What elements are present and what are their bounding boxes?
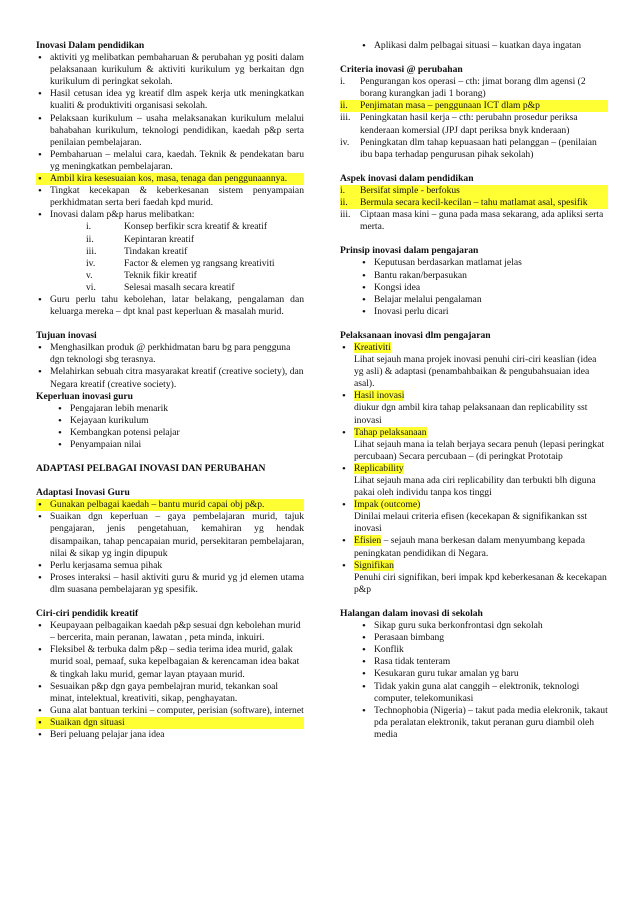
list-item: i. Konsep berfikir scra kreatif & kreatif [86, 221, 268, 233]
list-inovasi-pendidikan [36, 52, 304, 221]
list-item: • Efisien – sejauh mana berkesan dalam menyumbang kepada peningkatan pendidikan di Negara. [340, 535, 608, 559]
list-item: • Inovasi dalam p&p harus melibatkan: [36, 209, 304, 221]
list-item: • Fleksibel & terbuka dalm p&p – sedia terima idea murid, galak murid soal, pemaaf, suka kepelbagaian & kerencaman idea bakat & tingkah laku murid, gemar layan ptayaan murid. [36, 644, 304, 680]
list-item: • Tahap pelaksanaan [340, 427, 608, 439]
list-item: • Hasil inovasi [340, 390, 608, 402]
list-item: i. Pengurangan kos operasi – cth: jimat borang dlm agensi (2 borang kurangkan jadi 1 borang) [340, 76, 586, 100]
list-item: • Kreativiti [340, 342, 608, 354]
list-item: • Perlu kerjasama semua pihak [36, 560, 304, 572]
list-item: • Suaikan dgn keperluan – gaya pembelajaran murid, tajuk pengajaran, jenis pengetahuan, kemahiran yg hendak disampaikan, tahap pencapaian murid, persekitaran pembelajaran, nilai & sikap yg ingin dipupuk [36, 511, 304, 559]
list-criteria-inovasi [340, 76, 608, 161]
list-item: • Ambil kira kesesuaian kos, masa, tenaga dan penggunaannya. [36, 173, 304, 185]
list-item-detail: Lihat sejauh mana projek inovasi penuhi ciri-ciri keaslian (idea yg asli) & adaptasi (penambahbaikan & pengubahsuaian idea asal). [354, 354, 597, 390]
list-item: • Konflik [360, 644, 608, 656]
heading-criteria-inovasi: Criteria inovasi @ perubahan [340, 64, 463, 76]
list-ciri-pendidik-kreatif [36, 620, 304, 741]
list-pelaksanaan-inovasi [340, 342, 608, 596]
list-adaptasi-inovasi-guru [36, 499, 304, 596]
list-item: iv. Factor & elemen yg rangsang kreativiti [86, 257, 275, 269]
list-item: • Guru perlu tahu kebolehan, latar belakang, pengalaman dan keluarga mereka – dpt knal past keperluan & masalah murid. [36, 294, 304, 318]
list-keperluan-inovasi-guru [36, 403, 304, 451]
list-item: iii. Tindakan kreatif [86, 245, 188, 257]
list-item: • Pengajaran lebih menarik [56, 403, 304, 415]
list-item: i. Bersifat simple - berfokus [340, 185, 608, 197]
list-item: • Perasaan bimbang [360, 632, 608, 644]
list-item: ii. Penjimatan masa – penggunaan ICT dlam p&p [340, 100, 608, 112]
heading-halangan-inovasi: Halangan dalam inovasi di sekolah [340, 607, 483, 619]
list-item: • Inovasi perlu dicari [360, 306, 608, 318]
heading-inovasi-dalam-pendidikan: Inovasi Dalam pendidikan [36, 40, 145, 51]
list-item: • Guna alat bantuan terkini – computer, perisian (software), internet [36, 705, 304, 717]
list-item: • Proses interaksi – hasil aktiviti guru & murid yg jd elemen utama dlm suasana pembelajaran yg spesifik. [36, 572, 304, 596]
list-item: • Keupayaan pelbagaikan kaedah p&p sesuai dgn kebolehan murid – bercerita, main peranan, lawatan , peta minda, inkuiri. [36, 620, 304, 644]
list-item: • Tingkat kecekapan & keberkesanan sistem penyampaian perkhidmatan serta beri faedah kpd murid. [36, 185, 304, 209]
list-continued [340, 40, 608, 52]
list-item: • Impak (outcome) [340, 499, 608, 511]
list-item: • Pelaksaan kurikulum – usaha melaksanakan kurikulum melalui bahabahan kurikulum, teknologi pendidikan, kaedah p&p serta penilaian pembelajaran. [36, 113, 304, 149]
list-item: • Rasa tidak tenteram [360, 656, 608, 668]
list-item: • Belajar melalui pengalaman [360, 294, 608, 306]
list-item: • Sesuaikan p&p dgn gaya pembelajran murid, tekankan soal minat, intelektual, kreativiti, sikap, penghayatan. [36, 681, 304, 705]
list-item: • Penyampaian nilai [56, 439, 304, 451]
list-item: • Sikap guru suka berkonfrontasi dgn sekolah [360, 620, 608, 632]
list-item: • Technophobia (Nigeria) – takut pada media elekronik, takaut pda peralatan elektronik, takut peranan guru diambil oleh media [360, 705, 608, 741]
heading-prinsip-inovasi: Prinsip inovasi dalam pengajaran [340, 245, 479, 257]
list-inovasi-pendidikan-cont [36, 294, 304, 318]
list-item: ii. Bermula secara kecil-kecilan – tahu matlamat asal, spesifik [340, 197, 608, 209]
list-aspek-inovasi [340, 185, 608, 233]
left-column [36, 40, 304, 741]
list-item: • Pembaharuan – melalui cara, kaedah. Teknik & pendekatan baru yg meningkatkan pembelajaran. [36, 149, 304, 173]
list-item-detail: Penuhi ciri signifikan, beri impak kpd keberkesanan & kecekapan p&p [354, 571, 607, 595]
list-item: • Replicability [340, 463, 608, 475]
roman-list-inovasi-pp [36, 221, 304, 294]
list-item-detail: Dinilai melaui criteria efisen (kecekapan & signifikankan sst inovasi [354, 511, 588, 535]
right-column [340, 40, 608, 741]
list-item: iii. Ciptaan masa kini – guna pada masa sekarang, ada apliksi serta merta. [340, 209, 604, 233]
list-item-detail: diukur dgn ambil kira tahap pelaksanaan dan replicability sst inovasi [354, 402, 588, 426]
list-item: • Hasil cetusan idea yg kreatif dlm aspek kerja utk meningkatkan kualiti & produktiviti organisasi sekolah. [36, 88, 304, 112]
list-item: • Menghasilkan produk @ perkhidmatan baru bg para pengguna dgn teknologi sbg terasnya. [36, 342, 304, 366]
list-item-detail: Lihat sejauh mana ada ciri replicability dan terbukti blh diguna pakai oleh individu tanpa kos tinggi [354, 475, 596, 499]
heading-adaptasi-inovasi-guru: Adaptasi Inovasi Guru [36, 487, 130, 499]
list-item: • Suaikan dgn situasi [36, 717, 304, 729]
list-item: • Kembangkan potensi pelajar [56, 427, 304, 439]
list-item: • Kejayaan kurikulum [56, 415, 304, 427]
heading-aspek-inovasi: Aspek inovasi dalam pendidikan [340, 172, 474, 184]
list-item: • Bantu rakan/berpasukan [360, 270, 608, 282]
list-item: iv. Peningkatan dlm tahap kepuasaan hati pelanggan – (penilaian ibu bapa terhadap pengurusan pihak sekolah) [340, 136, 597, 160]
heading-keperluan-inovasi-guru: Keperluan inovasi guru [36, 390, 134, 402]
list-prinsip-inovasi [340, 257, 608, 317]
list-tujuan-inovasi [36, 342, 304, 390]
list-item: • Kongsi idea [360, 282, 608, 294]
list-halangan-inovasi [340, 620, 608, 741]
heading-tujuan-inovasi: Tujuan inovasi [36, 330, 97, 342]
list-item: • Gunakan pelbagai kaedah – bantu murid capai obj p&p. [36, 499, 304, 511]
list-item: • Signifikan [340, 560, 608, 572]
list-item: • Tidak yakin guna alat canggih – elektronik, teknologi computer, telekomunikasi [360, 681, 608, 705]
list-item: • Aplikasi dalm pelbagai situasi – kuatkan daya ingatan [360, 40, 608, 52]
list-item: • Keputusan berdasarkan matlamat jelas [360, 257, 608, 269]
list-item: • Kesukaran guru tukar amalan yg baru [360, 668, 608, 680]
list-item: • aktiviti yg melibatkan pembaharuan & perubahan yg positi dalam pelaksanaan kurikulum & aktiviti kurikulum yg berkaitan dgn kurikulum di peringkat sekolah. [36, 52, 304, 88]
heading-pelaksanaan-inovasi: Pelaksanaan inovasi dlm pengajaran [340, 329, 491, 341]
list-item-detail: Lihat sejauh mana ia telah berjaya secara penuh (lepasi peringkat percubaan) Secara percubaan – (di peringkat Prototaip [354, 438, 605, 462]
heading-adaptasi-pelbagai-inovasi: ADAPTASI PELBAGAI INOVASI DAN PERUBAHAN [36, 463, 266, 475]
list-item: v. Teknik fikir kreatif [86, 269, 197, 281]
list-item: iii. Peningkatan hasil kerja – cth: perubahn prosedur periksa kenderaan komersial (JPJ dapt periksa bnyk knderaan) [340, 112, 578, 136]
list-item: ii. Kepintaran kreatif [86, 233, 195, 245]
list-item: • Melahirkan sebuah citra masyarakat kreatif (creative society), dan Negara kreatif (creative society). [36, 366, 304, 390]
list-item: vi. Selesai masalh secara kreatif [86, 281, 235, 293]
heading-ciri-pendidik-kreatif: Ciri-ciri pendidik kreatif [36, 608, 139, 620]
list-item: • Beri peluang pelajar jana idea [36, 729, 304, 741]
